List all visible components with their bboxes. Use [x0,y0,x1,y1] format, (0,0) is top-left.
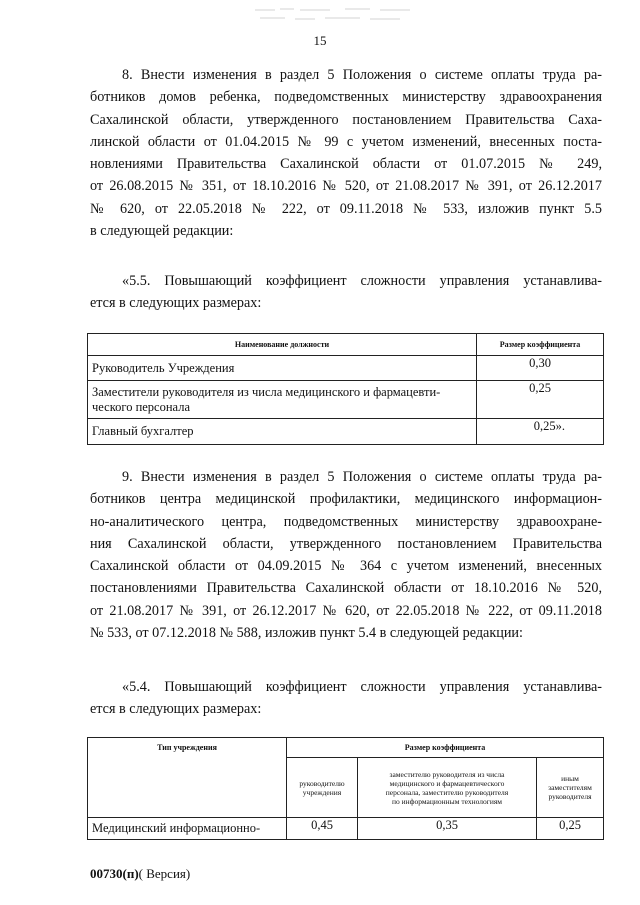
text-line: ется в следующих размерах: [90,701,262,718]
column-header-group: Размер коэффициента [287,738,604,758]
version-note: ( Версия) [138,866,191,881]
subheader-line: заместителю руководителя из числа [389,769,505,779]
table-row [88,419,604,445]
section-8-paragraph [90,64,602,242]
position-line: Главный бухгалтер [92,424,194,438]
document-code: 00730(п) [90,866,139,881]
section-8-quote [90,270,602,315]
position-cell [88,356,477,381]
column-header-type: Тип учреждения [88,738,287,818]
text-line: 8. Внести изменения в раздел 5 Положения о системе оплаты труда ра- [122,67,602,83]
text-line: линской области от 01.04.2015 № 99 с учетом изменений, внесенных поста- [90,133,602,150]
subheader-line: учреждения [302,787,342,797]
position-line: Руководитель Учреждения [92,360,235,375]
text-line: № 533, от 07.12.2018 № 588, изложив пункт 5.4 в следующей редакции: [90,625,523,642]
text-line: Сахалинской области от 04.09.2015 № 364 с учетом изменений, внесенных [90,558,602,575]
table-header-row [88,334,604,356]
subheader-director [287,758,358,818]
text-line: № 620, от 22.05.2018 № 222, от 09.11.2018 № 533, изложив пункт 5.5 [90,200,602,217]
text-line: ботников центра медицинской профилактики, медицинского информацион- [90,491,602,508]
text-line: но-аналитического центра, подведомственных министерству здравоохране- [90,513,602,530]
value-cell: 0,25 [537,818,604,840]
subheader-line: по информационным технологиям [391,796,503,806]
table-row [88,356,604,381]
section-9-paragraph [90,466,602,644]
subheader-line: заместителям [548,783,592,792]
text-line: в следующей редакции: [90,223,234,240]
text-line: 9. Внести изменения в раздел 5 Положения о системе оплаты труда ра- [122,469,602,485]
coefficient-table-2 [87,737,604,840]
subheader-line: руководителю [299,778,345,788]
column-header: Наименование должности [88,334,477,356]
value-cell: 0,25 [477,381,604,419]
text-line: ботников домов ребенка, подведомственных министерству здравоохранения [90,89,602,106]
coefficient-table-1 [87,333,604,445]
value-cell: 0,25». [477,419,604,445]
text-line: ется в следующих размерах: [90,295,262,312]
table-row [88,381,604,419]
position-cell [88,381,477,419]
subheader-other-deputies [537,758,604,818]
text-line: Сахалинской области, утвержденного постановлением Правительства Саха- [90,111,602,128]
value-cell: 0,30 [477,356,604,381]
subheader-line: персонала, заместителю руководителя [385,787,509,797]
subheader-line: иным [561,774,579,783]
column-header: Размер коэффициента [477,334,604,356]
faint-header-stamp [250,4,420,24]
table-row [88,818,604,840]
text-line: от 21.08.2017 № 391, от 26.12.2017 № 620, от 22.05.2018 № 222, от 09.11.2018 [90,602,602,619]
text-line: ния Сахалинской области, утвержденного постановлением Правительства [90,535,602,552]
section-9-quote [90,676,602,721]
document-footer [90,866,190,882]
type-cell: Медицинский информационно- [88,818,287,840]
value-cell: 0,45 [287,818,358,840]
subheader-deputy-medical [358,758,537,818]
text-line: постановлениями Правительства Сахалинской области от 18.10.2016 № 520, [90,580,602,597]
text-line: от 26.08.2015 № 351, от 18.10.2016 № 520, от 21.08.2017 № 391, от 26.12.2017 [90,178,602,195]
table-header-row [88,738,604,758]
subheader-line: медицинского и фармацевтического [389,778,505,788]
position-cell [88,419,477,445]
position-line: ческого персонала [92,399,190,414]
text-line: «5.4. Повышающий коэффициент сложности управления устанавлива- [122,679,602,695]
value-cell: 0,35 [358,818,537,840]
text-line: «5.5. Повышающий коэффициент сложности управления устанавлива- [122,273,602,289]
subheader-line: руководителя [548,792,592,801]
position-line: Заместители руководителя из числа медицинского и фармацевти- [92,384,441,399]
page-number: 15 [313,33,327,48]
text-line: новлениями Правительства Сахалинской области от 01.07.2015 № 249, [90,156,602,173]
